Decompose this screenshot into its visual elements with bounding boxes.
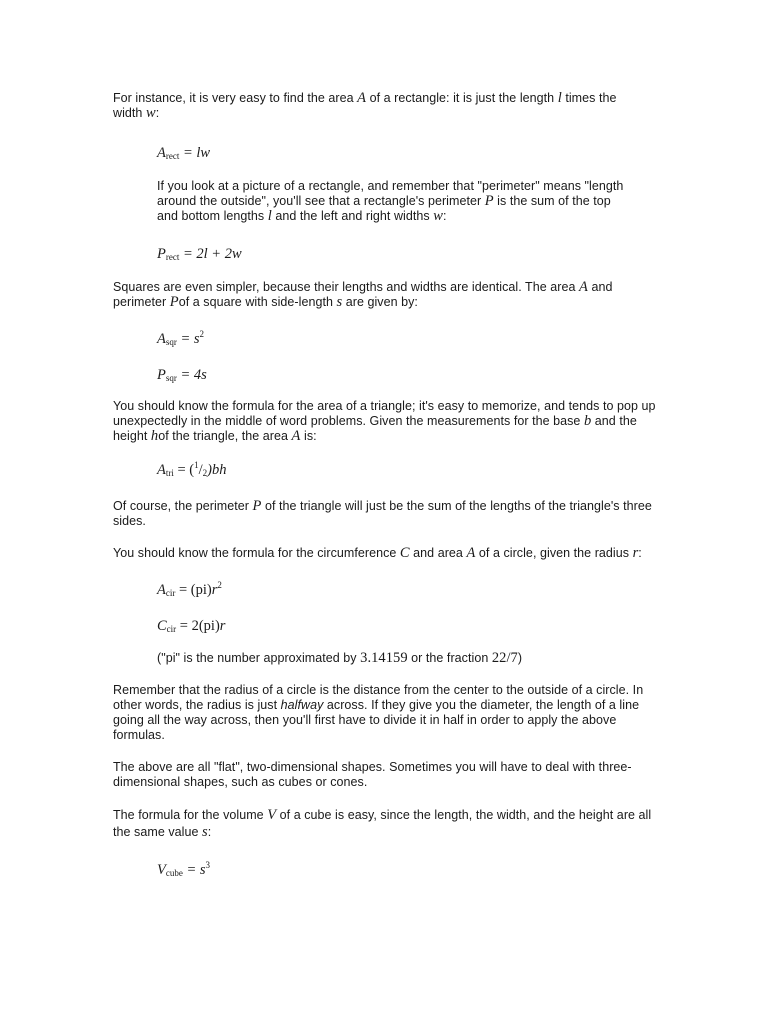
formula-rectangle-perimeter: $P_{rect} = 2l + 2w$ — [157, 246, 242, 262]
formula-rectangle-area: $A_{rect}$ = lw — [157, 145, 211, 161]
paragraph-flat-shapes: The above are all "flat", two-dimensional shapes. Sometimes you will have to deal with three-dimensional shapes, such as cubes or cones. — [113, 760, 632, 789]
document-page — [113, 91, 658, 879]
paragraph-pi-note: ("pi" is the number approximated by 3.14159 or the fraction 22/7) — [157, 650, 523, 666]
formula-circle-area: $A_{cir} = (pi)r^2$ — [157, 580, 222, 598]
paragraph-circle-intro: You should know the formula for the circumference C and area A of a circle, given the radius r: — [113, 545, 642, 561]
formula-circle-circumference: $C_{cir} = 2(pi)r$ — [157, 618, 226, 634]
formula-cube-volume: $V_{cube} = s^3$ — [157, 860, 211, 878]
formula-square-perimeter: $P_{sqr} = 4s$ — [157, 367, 207, 383]
formula-triangle-area: $A_{tri} = (^1/_2)bh$ — [157, 460, 227, 478]
paragraph-radius: Remember that the radius of a circle is the distance from the center to the outside of a circle. In other words, the radius is just halfway across. If they give you the diameter, the length of a line going all the way across, then you'll first have to divide it in half in order to apply the above formulas. — [113, 683, 644, 742]
paragraph-triangle-area: You should know the formula for the area of a triangle; it's easy to memorize, and tends to pop up unexpectedly in the middle of word problems. Given the measurements for the base b and the height hof the triangle, the area A is: — [113, 399, 656, 444]
paragraph-rectangle-perimeter: If you look at a picture of a rectangle, and remember that "perimeter" means "length around the outside", you'll see that a rectangle's perimeter P is the sum of the top and bottom lengths l and the left and right widths w: — [157, 179, 624, 224]
formula-square-area: $A_{sqr} = s^2$ — [157, 329, 205, 347]
paragraph-rectangle-area: For instance, it is very easy to find the area A of a rectangle: it is just the length l times the width w: — [113, 90, 617, 121]
paragraph-triangle-perimeter: Of course, the perimeter P of the triangle will just be the sum of the lengths of the triangle's three sides. — [113, 498, 652, 528]
paragraph-squares: Squares are even simpler, because their lengths and widths are identical. The area A and perimeter Pof a square with side-length s are given by: — [113, 279, 613, 310]
paragraph-cube-volume: The formula for the volume V of a cube is easy, since the length, the width, and the height are all the same value s: — [113, 807, 652, 840]
